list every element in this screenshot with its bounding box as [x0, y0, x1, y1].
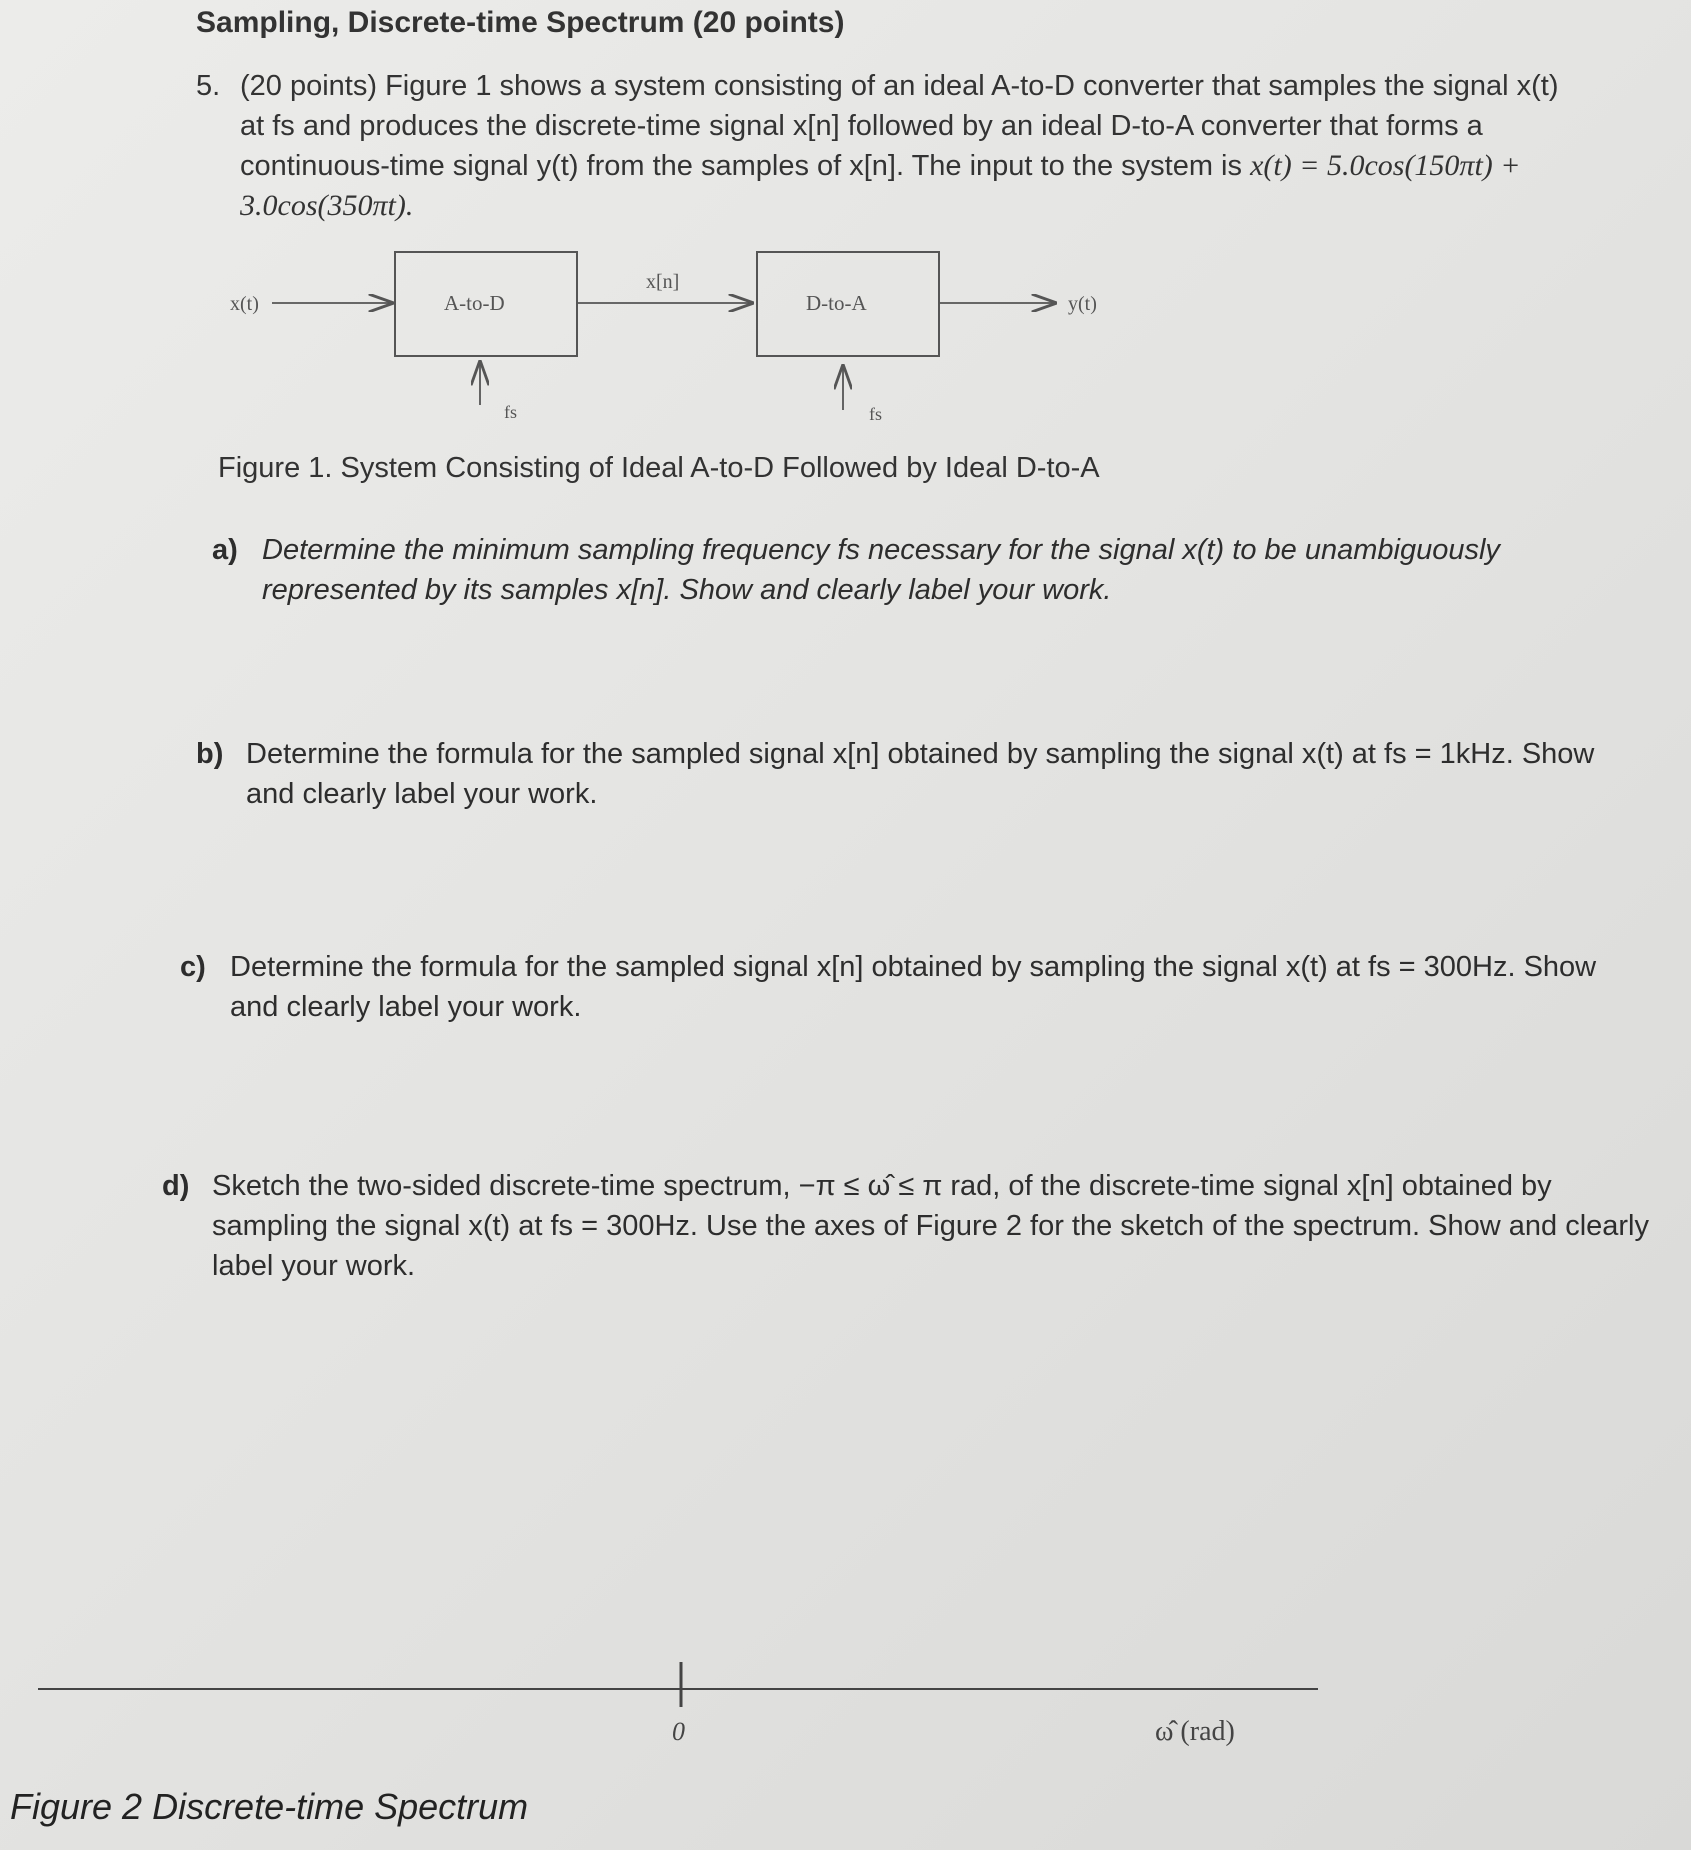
question-c-text: Determine the formula for the sampled signal x[n] obtained by sampling the signal x(t) at fs = 300Hz. Show and clearly label your work.: [230, 951, 1597, 1023]
origin-label: 0: [672, 1717, 685, 1746]
figure-2-caption: Figure 2 Discrete-time Spectrum: [10, 1786, 529, 1827]
question-c-letter: c): [180, 951, 206, 983]
figure-1-caption: Figure 1. System Consisting of Ideal A-to-D Followed by Ideal D-to-A: [218, 452, 1100, 484]
input-label: x(t): [230, 293, 259, 315]
question-b-letter: b): [196, 738, 224, 770]
input-equation: x(t) = 5.0cos(150πt) + 3.0cos(350πt).: [240, 149, 1521, 222]
figure-1-diagram: [0, 0, 1691, 440]
question-a-letter: a): [212, 534, 238, 566]
clock1-label: fs: [504, 402, 517, 422]
problem-number: 5.: [196, 70, 221, 102]
clock2-label: fs: [869, 404, 882, 424]
question-d-text: Sketch the two-sided discrete-time spectrum, −π ≤ ω̂ ≤ π rad, of the discrete-time signal x[n] obtained by sampling the signal x(t) at fs = 300Hz. Use the axes of Figure 2 for the sketch of the spectrum. Show and clearly label your work.: [212, 1170, 1650, 1282]
d-to-a-label: D-to-A: [806, 291, 867, 315]
middle-label: x[n]: [646, 271, 680, 293]
problem-intro: (20 points) Figure 1 shows a system consisting of an ideal A-to-D converter that samples the signal x(t) at fs and produces the discrete-time signal x[n] followed by an ideal D-to-A converter that forms a continuous-time signal y(t) from the samples of x[n]. The input to the system is: [240, 70, 1559, 182]
question-a-text: Determine the minimum sampling frequency fs necessary for the signal x(t) to be unambiguously represented by its samples x[n]. Show and clearly label your work.: [262, 534, 1500, 606]
question-b-text: Determine the formula for the sampled signal x[n] obtained by sampling the signal x(t) at fs = 1kHz. Show and clearly label your work.: [246, 738, 1595, 810]
a-to-d-label: A-to-D: [444, 291, 505, 315]
question-d-letter: d): [162, 1170, 190, 1202]
output-label: y(t): [1068, 293, 1097, 315]
page-title: Sampling, Discrete-time Spectrum (20 points): [196, 6, 845, 39]
figure-2-axes: [0, 1640, 1691, 1750]
axis-label: ω̂ (rad): [1155, 1716, 1235, 1747]
